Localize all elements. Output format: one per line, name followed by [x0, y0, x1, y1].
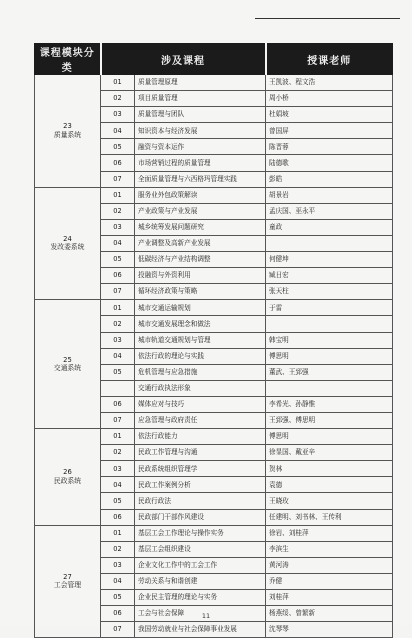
teacher-name: 徐岩、刘桂萍: [266, 525, 393, 541]
course-number: 05: [101, 252, 135, 268]
course-number: 03: [101, 557, 135, 573]
module-code: 23: [63, 122, 72, 131]
teacher-name: [266, 380, 393, 396]
teacher-name: 胡景岩: [266, 187, 393, 203]
table-row: [35, 429, 393, 445]
teacher-name: 袁德: [266, 477, 393, 493]
course-number: 03: [101, 219, 135, 235]
course-number: [101, 380, 135, 396]
page-number: 11: [201, 612, 211, 620]
teacher-name: 黄河涛: [266, 557, 393, 573]
course-name: 基层工会工作理论与操作实务: [135, 525, 266, 541]
teacher-name: 刘桂萍: [266, 590, 393, 606]
course-name: 民政行政法: [135, 493, 266, 509]
course-name: 依法行政的理论与实践: [135, 348, 266, 364]
course-number: 02: [101, 541, 135, 557]
teacher-name: 曾国屏: [266, 123, 393, 139]
course-number: 04: [101, 348, 135, 364]
teacher-name: 李滨生: [266, 541, 393, 557]
table-row: [35, 187, 393, 203]
top-rule: [255, 18, 400, 19]
course-name: 产业调整及高新产业发展: [135, 235, 266, 251]
teacher-name: 于雷: [266, 300, 393, 316]
module-code: 26: [63, 468, 72, 477]
course-number: 06: [101, 396, 135, 412]
course-name: 依法行政能力: [135, 429, 266, 445]
course-name: 企业文化工作中的工会工作: [135, 557, 266, 573]
course-name: 知识资本与经济发展: [135, 123, 266, 139]
course-number: 05: [101, 493, 135, 509]
course-number: 01: [101, 300, 135, 316]
teacher-name: 彭皓: [266, 171, 393, 187]
course-name: 民政工作管理与沟通: [135, 445, 266, 461]
module-name: 交通系统: [53, 364, 82, 373]
module-category: [35, 187, 101, 300]
teacher-name: 何健坤: [266, 252, 393, 268]
teacher-name: 周小桥: [266, 91, 393, 107]
course-name: 交通行政执法形象: [135, 380, 266, 396]
teacher-name: 王凯波、程文浩: [266, 75, 393, 91]
module-code: 27: [63, 572, 72, 581]
course-number: 03: [101, 107, 135, 123]
course-number: 06: [101, 155, 135, 171]
table-body: [35, 75, 393, 638]
teacher-name: 王郅强、傅思明: [266, 412, 393, 428]
module-category: [35, 525, 101, 638]
course-name: 项目质量管理: [135, 91, 266, 107]
course-number: 04: [101, 235, 135, 251]
module-name: 民政系统: [53, 476, 82, 485]
course-name: 我国劳动就业与社会保障事业发展: [135, 622, 266, 638]
course-name: 融资与资本运作: [135, 139, 266, 155]
teacher-name: 任建明、刘书林、王传利: [266, 509, 393, 525]
course-name: 民政系统组织管理学: [135, 461, 266, 477]
course-name: 媒体应对与技巧: [135, 396, 266, 412]
course-name: 工会与社会保障: [135, 606, 266, 622]
course-name: 服务业外包政策解读: [135, 187, 266, 203]
course-name: 民政工作案例分析: [135, 477, 266, 493]
course-name: 城市轨道交通规划与管理: [135, 332, 266, 348]
teacher-name: 傅思明: [266, 348, 393, 364]
course-name: 城乡统筹发展问题研究: [135, 219, 266, 235]
course-number: 02: [101, 203, 135, 219]
course-number: 06: [101, 268, 135, 284]
module-code: 25: [63, 355, 72, 364]
course-number: 04: [101, 123, 135, 139]
table-row: [35, 75, 393, 91]
teacher-name: 童政: [266, 219, 393, 235]
teacher-name: 臧日宏: [266, 268, 393, 284]
course-name: 劳动关系与和谐创建: [135, 573, 266, 589]
course-number: 06: [101, 509, 135, 525]
teacher-name: 陆德歌: [266, 155, 393, 171]
course-name: 质量管理与团队: [135, 107, 266, 123]
teacher-name: 李希光、孙静惟: [266, 396, 393, 412]
course-number: 04: [101, 573, 135, 589]
teacher-name: 韩宝明: [266, 332, 393, 348]
module-category: [35, 429, 101, 526]
course-name: 全面质量管理与六西格玛管理实践: [135, 171, 266, 187]
teacher-name: [266, 316, 393, 332]
course-number: 02: [101, 91, 135, 107]
teacher-name: 沈琴琴: [266, 622, 393, 638]
course-name: 城市交通发展理念和做法: [135, 316, 266, 332]
header-course: 涉及课程: [101, 44, 266, 75]
teacher-name: 董武、王郅强: [266, 364, 393, 380]
teacher-name: 傅思明: [266, 429, 393, 445]
teacher-name: 张天柱: [266, 284, 393, 300]
course-number: 07: [101, 622, 135, 638]
teacher-name: 杜娟坡: [266, 107, 393, 123]
course-name: 危机管理与应急措施: [135, 364, 266, 380]
table-row: [35, 300, 393, 316]
course-number: 02: [101, 445, 135, 461]
course-name: 市场营销过程的质量管理: [135, 155, 266, 171]
module-category: [35, 75, 101, 188]
course-number: 01: [101, 429, 135, 445]
header-category: 课程模块分类: [35, 44, 101, 75]
course-number: 07: [101, 412, 135, 428]
teacher-name: [266, 235, 393, 251]
header-teacher: 授课老师: [266, 44, 393, 75]
course-name: 应急管理与政府责任: [135, 412, 266, 428]
module-category: [35, 300, 101, 429]
course-number: 05: [101, 139, 135, 155]
course-name: 民政部门干部作风建设: [135, 509, 266, 525]
module-name: 发改委系统: [50, 243, 85, 252]
course-number: 02: [101, 316, 135, 332]
course-number: 03: [101, 461, 135, 477]
table-header-row: [35, 44, 393, 75]
course-name: 低碳经济与产业结构调整: [135, 252, 266, 268]
teacher-name: 杨燕绥、曾繁新: [266, 606, 393, 622]
teacher-name: 贺林: [266, 461, 393, 477]
module-name: 质量系统: [53, 130, 82, 139]
module-code: 24: [63, 235, 72, 243]
course-number: 01: [101, 75, 135, 91]
course-number: 03: [101, 332, 135, 348]
teacher-name: 王晓玫: [266, 493, 393, 509]
course-number: 05: [101, 364, 135, 380]
course-name: 质量管理原理: [135, 75, 266, 91]
course-name: 基层工会组织建设: [135, 541, 266, 557]
course-name: 投融资与外资利用: [135, 268, 266, 284]
course-name: 城市交通运输规划: [135, 300, 266, 316]
table-row: [35, 525, 393, 541]
course-number: 06: [101, 606, 135, 622]
course-table: [34, 43, 393, 638]
course-name: 产业政策与产业发展: [135, 203, 266, 219]
course-name: 循环经济政策与策略: [135, 284, 266, 300]
teacher-name: 孟庆国、巫永平: [266, 203, 393, 219]
module-name: 工会管理: [53, 581, 82, 590]
teacher-name: 陈晋蓉: [266, 139, 393, 155]
teacher-name: 乔健: [266, 573, 393, 589]
course-name: 企业民主管理的理论与实务: [135, 590, 266, 606]
course-number: 07: [101, 284, 135, 300]
course-number: 07: [101, 171, 135, 187]
teacher-name: 徐显国、戴亚辛: [266, 445, 393, 461]
course-number: 04: [101, 477, 135, 493]
course-number: 01: [101, 525, 135, 541]
course-number: 01: [101, 187, 135, 203]
course-number: 05: [101, 590, 135, 606]
